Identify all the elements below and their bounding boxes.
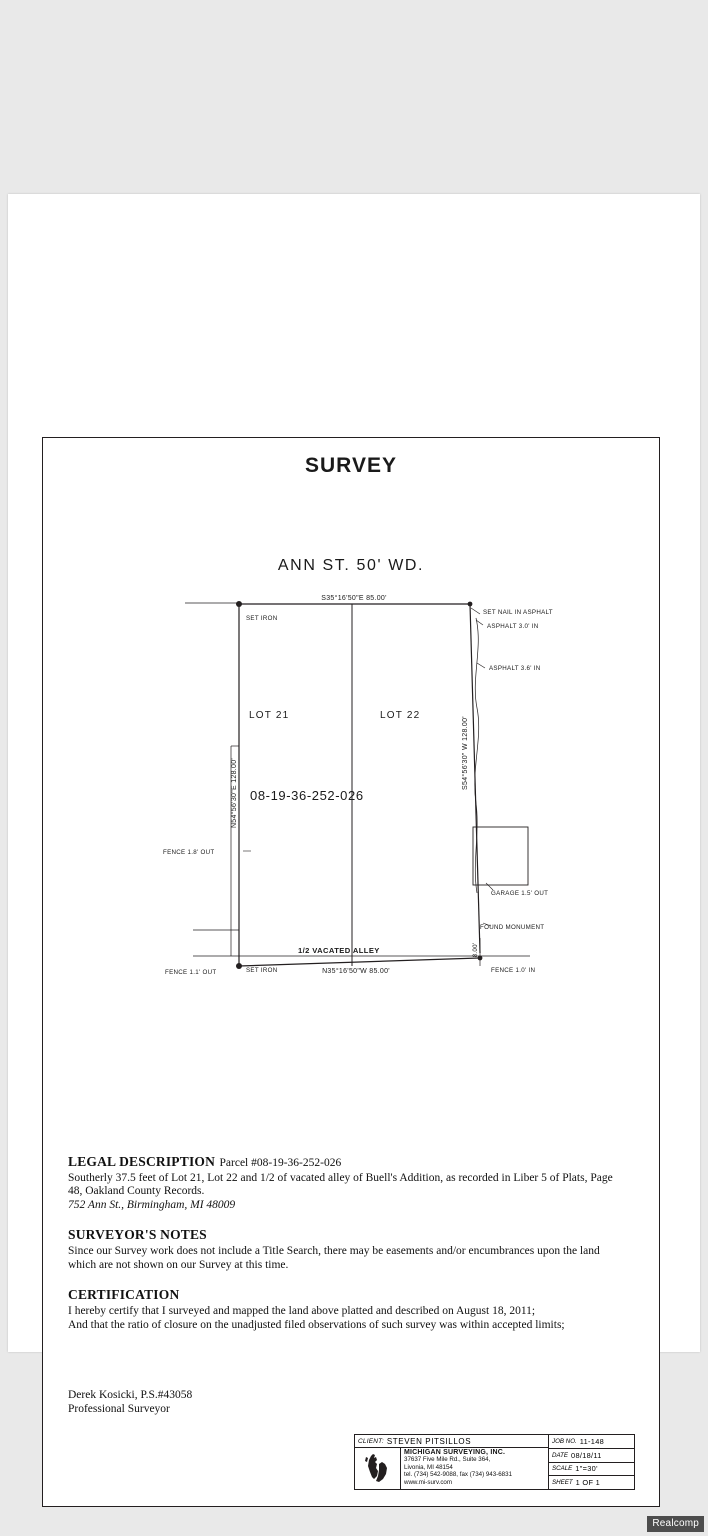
lot-22-label: LOT 22 <box>380 710 421 721</box>
page-title: SURVEY <box>305 454 397 477</box>
date-label: DATE <box>552 1451 569 1459</box>
note-asphalt-2: ASPHALT 3.6' IN <box>489 665 541 672</box>
job-label: JOB NO. <box>552 1437 577 1445</box>
bearing-east: S54°56'30" W 128.00' <box>462 716 469 790</box>
certification-section <box>68 1286 628 1333</box>
title-block <box>354 1434 635 1490</box>
survey-document <box>42 437 660 1507</box>
note-set-iron-top: SET IRON <box>246 615 278 622</box>
survey-drawing <box>43 578 659 1078</box>
company-web: www.mi-surv.com <box>404 1478 453 1486</box>
client-value: STEVEN PITSILLOS <box>386 1436 472 1446</box>
note-fence-west: FENCE 1.8' OUT <box>163 849 215 856</box>
notes-body: Since our Survey work does not include a Title Search, there may be easements and/or encumbrances upon the land which are not shown on our Survey at this time. <box>68 1245 600 1271</box>
certification-line-2: And that the ratio of closure on the unadjusted filed observations of such survey was within accepted limits; <box>68 1319 565 1332</box>
client-label: CLIENT: <box>358 1437 384 1445</box>
legal-body: Southerly 37.5 feet of Lot 21, Lot 22 and 1/2 of vacated alley of Buell's Addition, as recorded in Liber 5 of Plats, Page 48, Oakland County Records. <box>68 1172 613 1198</box>
bearing-north: S35°16'50"E 85.00' <box>321 595 387 602</box>
company-info <box>401 1448 548 1489</box>
note-garage: GARAGE 1.5' OUT <box>491 890 549 897</box>
legal-address: 752 Ann St., Birmingham, MI 48009 <box>68 1198 236 1211</box>
alley-label: 1/2 VACATED ALLEY <box>298 946 380 955</box>
surveyor-name: Derek Kosicki, P.S.#43058 <box>68 1389 193 1401</box>
job-row <box>549 1435 634 1449</box>
sheet-row <box>549 1476 634 1489</box>
watermark: Realcomp <box>647 1516 704 1532</box>
job-value: 11-148 <box>579 1436 605 1446</box>
company-name: MICHIGAN SURVEYING, INC. <box>404 1449 506 1456</box>
title-block-left <box>355 1435 549 1489</box>
note-set-nail: SET NAIL IN ASPHALT <box>483 609 553 616</box>
company-phone: tel. (734) 542-9088, fax (734) 943-6831 <box>404 1471 513 1479</box>
note-fence-se: FENCE 1.0' IN <box>491 967 536 974</box>
parcel-number: 08-19-36-252-026 <box>250 788 364 803</box>
scale-label: SCALE <box>552 1465 573 1473</box>
legal-heading-suffix: Parcel #08-19-36-252-026 <box>219 1157 342 1169</box>
sheet-label: SHEET <box>552 1479 573 1487</box>
company-address-1: 37637 Five Mile Rd., Suite 364, <box>404 1456 491 1464</box>
scale-row <box>549 1463 634 1477</box>
legal-description-section <box>68 1153 628 1212</box>
note-set-iron-bottom: SET IRON <box>246 967 278 974</box>
date-row <box>549 1449 634 1463</box>
michigan-logo-icon <box>355 1448 401 1489</box>
company-address-2: Livonia, MI 48154 <box>404 1463 453 1471</box>
date-value: 08/18/11 <box>571 1450 602 1460</box>
signature-block <box>68 1388 192 1416</box>
alley-width: 8.00' <box>472 942 479 958</box>
bearing-west: N54°56'30"E 128.00' <box>231 757 238 829</box>
surveyor-notes-section <box>68 1226 628 1272</box>
note-asphalt-1: ASPHALT 3.0' IN <box>487 623 539 630</box>
sheet-value: 1 OF 1 <box>575 1478 601 1488</box>
company-row <box>355 1448 548 1489</box>
lot-21-label: LOT 21 <box>249 710 290 721</box>
note-fence-sw: FENCE 1.1' OUT <box>165 969 217 976</box>
title-block-right <box>549 1435 634 1489</box>
bearing-south: N35°16'50"W 85.00' <box>322 968 390 975</box>
scale-value: 1"=30' <box>575 1464 598 1474</box>
document-sheet <box>8 194 700 1488</box>
street-label: ANN ST. 50' WD. <box>277 557 425 574</box>
certification-heading: CERTIFICATION <box>68 1287 180 1303</box>
notes-heading: SURVEYOR'S NOTES <box>68 1227 207 1243</box>
document-text <box>68 1153 628 1333</box>
note-found-monument: FOUND MONUMENT <box>480 924 545 931</box>
legal-heading: LEGAL DESCRIPTION <box>68 1154 216 1169</box>
surveyor-title: Professional Surveyor <box>68 1403 170 1415</box>
certification-line-1: I hereby certify that I surveyed and mapped the land above platted and described on August 18, 2011; <box>68 1305 536 1318</box>
client-row <box>355 1435 548 1448</box>
